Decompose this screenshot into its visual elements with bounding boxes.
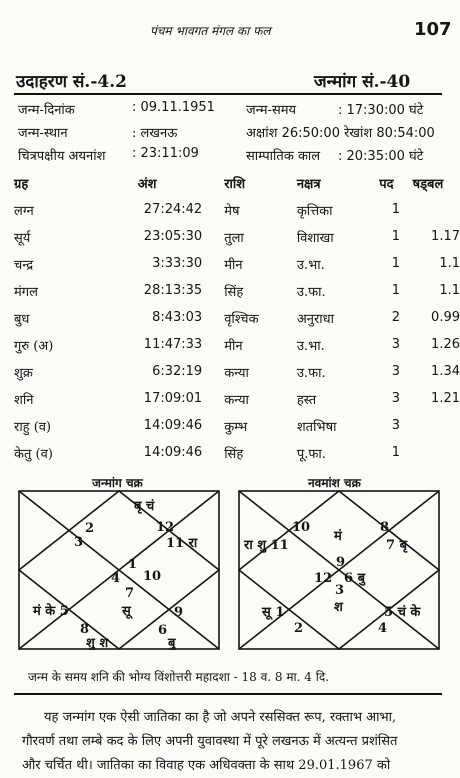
table-row: [14, 250, 460, 277]
navamsha-chart-text: 2: [294, 621, 304, 636]
planet-nakshatra: शतभिषा: [296, 419, 337, 435]
planet-degree: 14:09:46: [143, 418, 203, 433]
planet-rashi: मीन: [224, 338, 243, 354]
planet-shadbal: 1.17: [431, 229, 460, 244]
paragraph-line: गौरवर्ण तथा लम्बे कद के लिए अपनी युवावस्था में पूरे लखनऊ में अत्यन्त प्रशंसित: [22, 734, 398, 749]
table-row: [14, 358, 460, 385]
planet-nakshatra: पू.फा.: [296, 446, 326, 462]
navamsha-chart-text: 8: [380, 520, 390, 535]
navamsha-chart-text: 4: [378, 621, 388, 636]
planet-pad: 3: [391, 391, 401, 406]
planet-shadbal: [413, 439, 460, 466]
planet-degree: 17:09:01: [143, 391, 203, 406]
birth-chart-text: मं के 5: [33, 604, 69, 619]
navamsha-chart-text: 10: [292, 520, 311, 535]
col-header-rashi: राशि: [224, 177, 246, 192]
planet-rashi: कुम्भ: [224, 419, 248, 435]
planet-degree: 27:24:42: [143, 202, 203, 217]
planet-name: गुरु (अ): [14, 338, 54, 354]
planet-name: राहु (व): [14, 419, 52, 435]
planet-rashi: कन्या: [224, 392, 249, 408]
example-label: उदाहरण सं.-4.2: [16, 72, 127, 92]
table-row: [14, 439, 460, 466]
planet-nakshatra: कृत्तिका: [296, 203, 333, 219]
latitude-longitude: अक्षांश 26:50:00 रेखांश 80:54:00: [246, 126, 435, 141]
running-title: पंचम भावगत मंगल का फल: [150, 24, 271, 38]
planet-nakshatra: अनुराधा: [296, 311, 335, 327]
birth-chart-text: 10: [143, 569, 162, 584]
birth-date: : 09.11.1951: [132, 100, 215, 115]
table-row: [14, 412, 460, 439]
birth-chart-text: 7: [125, 586, 135, 601]
planet-name: चन्द्र: [14, 257, 34, 273]
birth-chart-text: 12: [156, 520, 175, 535]
planet-rashi: मीन: [224, 257, 243, 273]
planet-nakshatra: उ.भा.: [296, 338, 325, 354]
planet-rashi: सिंह: [224, 284, 244, 300]
col-header-nakshatra: नक्षत्र: [296, 177, 321, 192]
planet-degree: 8:43:03: [152, 310, 203, 325]
birth-chart-title: जन्मांग चक्र: [92, 476, 143, 490]
planet-name: मंगल: [14, 284, 38, 300]
table-row: [14, 196, 460, 223]
planet-pad: 3: [391, 364, 401, 379]
navamsha-chart-text: 9: [336, 555, 346, 570]
planet-pad: 3: [391, 337, 401, 352]
navamsha-chart: [238, 490, 440, 650]
navamsha-chart-text: सू 1: [262, 605, 285, 620]
col-header-pad: पद: [379, 177, 394, 192]
birth-chart-text: 3: [74, 535, 84, 550]
planet-pad: 3: [391, 418, 401, 433]
ayanamsha-label: चित्रपक्षीय अयनांश: [18, 149, 106, 164]
planet-shadbal: 1.21: [431, 391, 460, 406]
navamsha-chart-text: 12: [314, 571, 333, 586]
body-paragraph: [22, 706, 444, 778]
col-header-ansh: अंश: [137, 177, 157, 192]
planet-table: [14, 170, 460, 466]
birth-chart-text: 9: [174, 605, 184, 620]
planet-degree: 23:05:30: [143, 229, 203, 244]
table-row: [14, 385, 460, 412]
planet-pad: 2: [391, 310, 401, 325]
sidereal-time-label: साम्पातिक काल: [246, 149, 321, 164]
planet-rashi: कन्या: [224, 365, 249, 381]
planet-nakshatra: उ.फा.: [296, 284, 326, 300]
planet-shadbal: 1.1: [439, 283, 460, 298]
birth-chart-text: 4: [111, 571, 121, 586]
paragraph-line: और चर्चित थी। जातिका का विवाह एक अधिवक्ता के साथ 29.01.1967 को: [22, 758, 391, 773]
planet-name: शुक्र: [14, 365, 33, 381]
planet-shadbal: [413, 412, 460, 439]
planet-nakshatra: उ.भा.: [296, 257, 325, 273]
planet-nakshatra: उ.फा.: [296, 365, 326, 381]
planet-shadbal: 1.26: [431, 337, 460, 352]
planet-degree: 14:09:46: [143, 445, 203, 460]
col-header-graha: ग्रह: [14, 177, 29, 192]
table-row: [14, 304, 460, 331]
planet-degree: 28:13:35: [143, 283, 203, 298]
birth-chart-text: बृ चं: [134, 499, 155, 514]
navamsha-chart-text: रा शु 11: [244, 538, 289, 553]
table-row: [14, 223, 460, 250]
planet-pad: 1: [391, 283, 401, 298]
navamsha-chart-text: मं: [334, 529, 342, 544]
table-header-row: [14, 170, 460, 196]
birth-chart-text: शु श: [86, 636, 109, 650]
col-header-shadbal: षड्बल: [412, 177, 444, 192]
birth-chart-number: जन्मांग सं.-40: [314, 72, 411, 92]
birth-time-label: जन्म-समय: [246, 103, 297, 118]
birth-chart-text: 2: [85, 521, 95, 536]
paragraph-line: यह जन्मांग एक ऐसी जातिका का है जो अपने रससिक्त रूप, रक्ताभ आभा,: [44, 710, 397, 725]
table-row: [14, 331, 460, 358]
planet-degree: 6:32:19: [152, 364, 203, 379]
navamsha-chart-text: श: [334, 600, 343, 615]
birth-chart: [18, 490, 220, 650]
planet-shadbal: 1.34: [431, 364, 460, 379]
page-number: 107: [414, 19, 452, 40]
ayanamsha: : 23:11:09: [132, 146, 199, 161]
table-row: [14, 277, 460, 304]
birth-place-label: जन्म-स्थान: [18, 126, 68, 141]
navamsha-chart-text: 7 बृ: [386, 538, 407, 553]
planet-rashi: मेष: [224, 203, 240, 219]
planet-name: शनि: [14, 392, 34, 408]
birth-chart-text: 1: [128, 557, 138, 572]
planet-rashi: तुला: [224, 230, 244, 246]
navamsha-chart-text: 6 बु: [344, 571, 365, 586]
planet-shadbal: [413, 196, 460, 223]
planet-nakshatra: हस्त: [296, 392, 317, 408]
planet-pad: 1: [391, 202, 401, 217]
birth-date-label: जन्म-दिनांक: [18, 103, 75, 118]
birth-chart-text: सू: [122, 604, 131, 619]
planet-pad: 1: [391, 445, 401, 460]
planet-rashi: वृश्चिक: [224, 311, 259, 327]
navamsha-chart-title: नवमांश चक्र: [308, 476, 361, 490]
birth-chart-text: 8: [80, 622, 90, 637]
planet-name: केतु (व): [14, 446, 53, 462]
birth-chart-text: 11 रा: [166, 536, 198, 551]
planet-rashi: सिंह: [224, 446, 244, 462]
birth-time: : 17:30:00 घंटे: [338, 103, 424, 118]
planet-pad: 1: [391, 229, 401, 244]
planet-nakshatra: विशाखा: [296, 230, 334, 246]
planet-degree: 11:47:33: [143, 337, 203, 352]
bottom-rule: [14, 693, 442, 695]
birth-chart-text: 6: [158, 623, 168, 638]
dasha-note: जन्म के समय शनि की भोग्य विंशोत्तरी महादशा - 18 व. 8 मा. 4 दि.: [28, 670, 330, 684]
navamsha-chart-text: 5 चं के: [384, 605, 421, 620]
birth-chart-text: बु: [168, 636, 176, 650]
planet-name: लग्न: [14, 203, 34, 219]
birth-place: : लखनऊ: [132, 126, 178, 141]
planet-degree: 3:33:30: [152, 256, 203, 271]
planet-name: सूर्य: [14, 230, 31, 246]
planet-pad: 1: [391, 256, 401, 271]
sidereal-time: : 20:35:00 घंटे: [338, 149, 424, 164]
top-rule: [14, 93, 442, 95]
planet-name: बुध: [14, 311, 30, 327]
planet-shadbal: 0.99: [431, 310, 460, 325]
planet-shadbal: 1.1: [439, 256, 460, 271]
navamsha-chart-text: 3: [335, 583, 345, 598]
